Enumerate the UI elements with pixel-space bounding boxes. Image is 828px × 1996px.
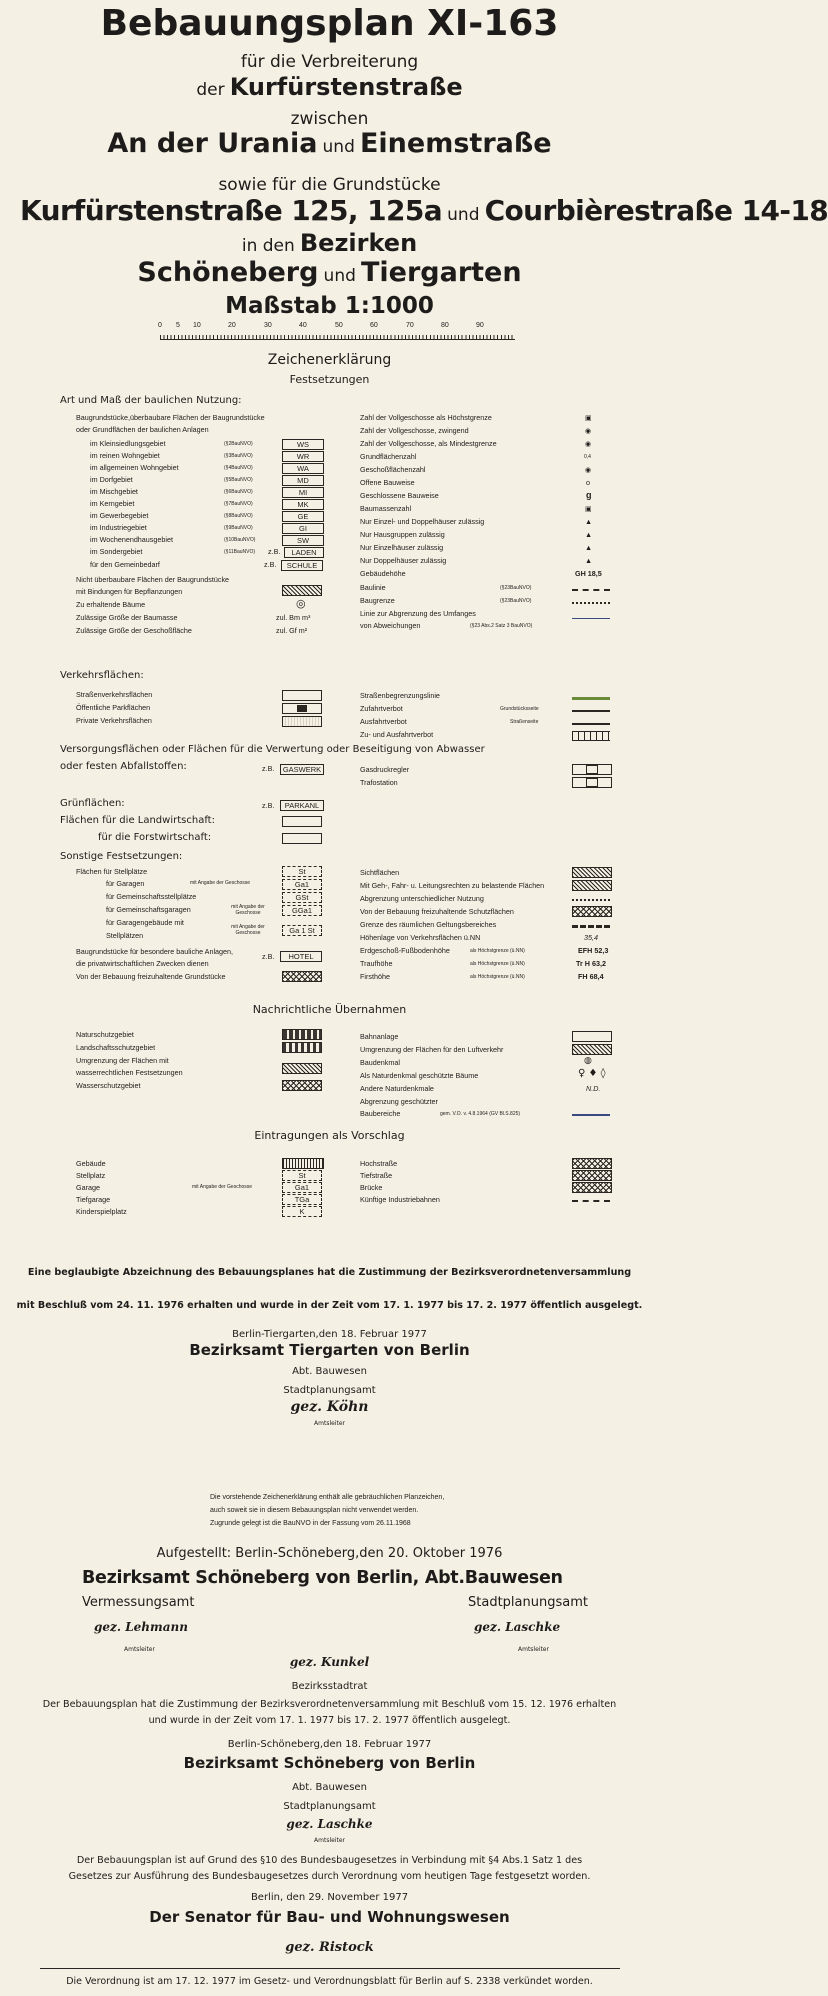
stell-2: für Gemeinschaftsstellplätze (106, 892, 197, 901)
nachricht-right-2: Baudenkmal (360, 1058, 400, 1067)
art-row-label: im Sondergebiet (90, 547, 143, 556)
baulinie-ref: (§23BauNVO) (500, 585, 532, 591)
besondere-1: Baugrundstücke für besondere bauliche Anlagen, (76, 947, 234, 956)
als-hoechst-1: als Höchstgrenze (ü.NN) (470, 948, 525, 954)
scale-tick-label: 40 (299, 322, 307, 329)
besondere-2: die privatwirtschaftlichen Zwecken dienen (76, 959, 209, 968)
zu-ausfahrtverbot-symbol (572, 731, 610, 741)
sonst-right-7: Traufhöhe (360, 959, 393, 968)
stell-mit-angabe-2: mit Angabe der Geschosse (231, 904, 265, 916)
subtitle-courbierestrasse: Courbièrestraße 14-18 (484, 194, 828, 227)
bepflanzung-symbol (282, 585, 322, 596)
vorschlag-code: TGa (282, 1194, 322, 1205)
abgrenzung-label-1: Linie zur Abgrenzung des Umfanges (360, 609, 476, 618)
versorgung-heading-1: Versorgungsflächen oder Flächen für die Verwertung oder Beseitigung von Abwasser (60, 744, 485, 755)
legend-title: Zeichenerklärung (267, 352, 392, 368)
sonst-right-6: Erdgeschoß-Fußbodenhöhe (360, 946, 450, 955)
sonst-right-4: Grenze des räumlichen Geltungsbereiches (360, 920, 497, 929)
strassenverkehr-symbol (282, 690, 322, 701)
gebaeude-symbol (282, 1158, 324, 1169)
art-row-zb: z.B. (264, 560, 277, 569)
note-3: Zugrunde gelegt ist die BauNVO in der Fassung vom 26.11.1968 (210, 1520, 411, 1527)
nachricht-right-4: Andere Naturdenkmale (360, 1084, 434, 1093)
right-row-label: Nur Hausgruppen zulässig (360, 530, 445, 539)
subtitle-an-der-urania: An der Urania (107, 128, 318, 159)
vorschlag-right-1: Tiefstraße (360, 1171, 393, 1180)
art-row-ref: (§11BauNVO) (224, 549, 256, 555)
vorschlag-left-3: Tiefgarage (76, 1195, 111, 1204)
scale-tick-label: 90 (476, 322, 484, 329)
subtitle-line-8 (0, 259, 659, 286)
signature-laschke-1: gez. Laschke (474, 1620, 561, 1634)
art-row-ref: (§8BauNVO) (224, 513, 253, 519)
art-row-code: WR (282, 451, 324, 462)
als-hoechst-3: als Höchstgrenze (ü.NN) (470, 974, 525, 980)
art-row-ref: (§2BauNVO) (224, 441, 253, 447)
hoehe-val-0: 35,4 (584, 933, 598, 942)
cert-p3b: Gesetzes zur Ausführung des Bundesbaugesetzes durch Verordnung vom heutigen Tage festgesetzt worden. (68, 1871, 591, 1882)
zufahrtverbot-symbol (572, 710, 610, 712)
forstwirtschaft-heading: für die Forstwirtschaft: (98, 832, 212, 843)
subtitle-einemstrasse: Einemstraße (359, 128, 552, 159)
art-row-label: im reinen Wohngebiet (90, 451, 160, 460)
plan-title: Bebauungsplan XI-163 (100, 3, 559, 44)
verkehr-left-0: Straßenverkehrsflächen (76, 690, 153, 699)
vorschlag-left-1: Stellplatz (76, 1171, 106, 1180)
vorschlag-right-2: Brücke (360, 1183, 383, 1192)
signature-koehn: gez. Köhn (290, 1399, 369, 1415)
subtitle-line-7 (0, 231, 659, 255)
gaswerk-zb: z.B. (262, 764, 275, 773)
verkehr-heading: Verkehrsflächen: (60, 670, 144, 681)
right-row-label: Gebäudehöhe (360, 569, 406, 578)
stell-4: für Garagengebäude mit (106, 918, 184, 927)
hotel-code: HOTEL (280, 951, 322, 962)
nachricht-right-1: Umgrenzung der Flächen für den Luftverkehr (360, 1045, 504, 1054)
vorschlag-code: Ga1 (282, 1182, 322, 1193)
right-row-label: Geschoßflächenzahl (360, 465, 426, 474)
cert-amtsl1: Amtsleiter (314, 1420, 345, 1427)
scale-tick-label: 80 (441, 322, 449, 329)
baubereich-symbol (572, 1114, 610, 1116)
vorschlag-code: St (282, 1170, 322, 1181)
right-row-symbol: ▣ (585, 504, 592, 513)
nachricht-heading: Nachrichtliche Übernahmen (252, 1003, 407, 1016)
signature-lehmann: gez. Lehmann (94, 1620, 188, 1634)
wasserrecht-symbol (282, 1063, 322, 1074)
tree-icon: ◎ (296, 597, 306, 610)
art-more-5b: zul. Gf m² (276, 626, 308, 635)
nachricht-left-1: Landschaftsschutzgebiet (76, 1043, 156, 1052)
tiefstrasse-symbol (572, 1170, 612, 1181)
right-row-symbol: 0,4 (584, 454, 591, 460)
verkehr-right-2: Ausfahrtverbot (360, 717, 407, 726)
cert-stadtrat: Bezirksstadtrat (291, 1681, 368, 1692)
right-row-symbol: ▲ (585, 530, 593, 539)
cert-p1b: mit Beschluß vom 24. 11. 1976 erhalten und wurde in der Zeit vom 17. 1. 1977 bis 17. 2. 1977 öffentlich ausgelegt. (16, 1300, 643, 1311)
nachricht-left-3: wasserrechtlichen Festsetzungen (76, 1068, 183, 1077)
cert-amtsl-right: Amtsleiter (518, 1646, 549, 1653)
baudenkmal-icon: ◍ (584, 1056, 592, 1066)
art-row-code: GI (282, 523, 324, 534)
right-row-label: Zahl der Vollgeschosse, als Mindestgrenze (360, 439, 497, 448)
nachricht-right-6: Baubereiche (360, 1109, 401, 1118)
cert-stadt1: Stadtplanungsamt (283, 1385, 376, 1396)
cert-amtsl-left: Amtsleiter (124, 1646, 155, 1653)
footer-rule (40, 1968, 620, 1969)
hoehe-val-2: Tr H 63,2 (576, 959, 606, 968)
vorschlag-right-3: Künftige Industriebahnen (360, 1195, 440, 1204)
cert-abt1: Abt. Bauwesen (292, 1366, 367, 1377)
cert-date3: Berlin, den 29. November 1977 (250, 1892, 409, 1903)
scale-bar-labels (160, 322, 520, 332)
tree-naturdenkmal-icon: ♀ ♦ ◊ (578, 1068, 606, 1079)
als-hoechst-2: als Höchstgrenze (ü.NN) (470, 961, 525, 967)
sonst-right-3: Von der Bebauung freizuhaltende Schutzflächen (360, 907, 514, 916)
right-row-label: Offene Bauweise (360, 478, 415, 487)
right-row-label: Nur Doppelhäuser zulässig (360, 556, 447, 565)
baugrenze-label: Baugrenze (360, 596, 395, 605)
right-row-symbol: ◉ (585, 426, 592, 435)
art-row-code: MK (282, 499, 324, 510)
scale-tick-label: 5 (176, 322, 180, 329)
subtitle-kurfuerstenstrasse: Kurfürstenstraße (229, 73, 463, 101)
art-row-code: SW (282, 535, 324, 546)
subtitle-line-3: zwischen (290, 109, 369, 129)
art-row-code: WS (282, 439, 324, 450)
sonst-right-5: Höhenlage von Verkehrsflächen ü.NN (360, 933, 481, 942)
art-row-ref: (§9BauNVO) (224, 525, 253, 531)
right-row-label: Geschlossene Bauweise (360, 491, 439, 500)
subtitle-line-6 (20, 194, 828, 227)
nachricht-left-2: Umgrenzung der Flächen mit (76, 1056, 169, 1065)
art-row-label: im Industriegebiet (90, 523, 147, 532)
subtitle-und-2: und (447, 205, 480, 225)
nachricht-left-4: Wasserschutzgebiet (76, 1081, 141, 1090)
luftverkehr-symbol (572, 1044, 612, 1055)
baugrenze-symbol (572, 602, 610, 604)
nachricht-ref: gem. V.O. v. 4.8.1964 (GV Bl.S.825) (440, 1111, 521, 1117)
right-row-label: Zahl der Vollgeschosse, zwingend (360, 426, 469, 435)
signature-laschke-2: gez. Laschke (286, 1817, 373, 1831)
art-more-5: Zulässige Größe der Geschoßfläche (76, 626, 192, 635)
hoehe-val-3: FH 68,4 (578, 972, 604, 981)
nachricht-right-5: Abgrenzung geschützter (360, 1097, 438, 1106)
signature-kunkel: gez. Kunkel (289, 1655, 370, 1669)
industriebahn-symbol (572, 1200, 610, 1202)
trafo-symbol (572, 777, 612, 788)
art-more-3: Zu erhaltende Bäume (76, 600, 146, 609)
cert-amtsl3: Amtsleiter (314, 1837, 345, 1844)
vorschlag-left-2: Garage (76, 1183, 100, 1192)
scale-tick-label: 60 (370, 322, 378, 329)
right-row-label: Grundflächenzahl (360, 452, 417, 461)
stell-5: Stellplätzen (106, 931, 144, 940)
ausfahrtverbot-symbol (572, 723, 610, 725)
subtitle-schoeneberg: Schöneberg (137, 257, 319, 288)
art-row-label: für den Gemeinbedarf (90, 560, 160, 569)
subtitle-line-4 (0, 130, 659, 157)
stell-code: Ga 1 St (282, 925, 322, 936)
strasse-label: Straßenseite (510, 719, 539, 725)
art-row-ref: (§10BauNVO) (224, 537, 256, 543)
right-row-label: Baumassenzahl (360, 504, 412, 513)
naturschutz-symbol (282, 1029, 322, 1040)
legend-subtitle: Festsetzungen (289, 373, 370, 386)
scale-tick-label: 50 (335, 322, 343, 329)
sonst-right-0: Sichtflächen (360, 868, 400, 877)
art-intro-2: oder Grundflächen der baulichen Anlagen (76, 425, 209, 434)
abgrenzung-label-2: von Abweichungen (360, 621, 421, 630)
private-verkehr-symbol (282, 716, 322, 727)
baulinie-symbol (572, 589, 610, 591)
art-row-label: im Gewerbegebiet (90, 511, 149, 520)
footer-verkuendung: Die Verordnung ist am 17. 12. 1977 im Gesetz- und Verordnungsblatt für Berlin auf S. 2338 verkündet worden. (66, 1976, 593, 1987)
aufgestellt: Aufgestellt: Berlin-Schöneberg,den 20. Oktober 1976 (156, 1546, 503, 1561)
right-row-symbol: ▲ (585, 556, 593, 565)
art-row-code: MI (282, 487, 324, 498)
begrenzung-symbol (572, 697, 610, 700)
vorschlag-mit-angabe: mit Angabe der Geschosse (192, 1184, 253, 1190)
parkflaeche-fill (297, 705, 307, 712)
sonst-right-8: Firsthöhe (360, 972, 390, 981)
nachricht-right-0: Bahnanlage (360, 1032, 399, 1041)
cert-stadt3: Stadtplanungsamt (283, 1801, 376, 1812)
art-row-code: MD (282, 475, 324, 486)
subtitle-line-2 (0, 75, 659, 99)
scale-tick-label: 0 (158, 322, 162, 329)
freizuhalten-symbol (282, 971, 322, 982)
subtitle-tiergarten: Tiergarten (360, 257, 522, 288)
forstwirtschaft-symbol (282, 833, 322, 844)
gasdruck-label: Gasdruckregler (360, 765, 410, 774)
scale-bar (160, 322, 520, 348)
scale-tick-label: 70 (406, 322, 414, 329)
landschaftsschutz-symbol (282, 1042, 322, 1053)
vorschlag-left-4: Kinderspielplatz (76, 1207, 127, 1216)
verkehr-right-0: Straßenbegrenzungslinie (360, 691, 440, 700)
art-row-label: im Kerngebiet (90, 499, 135, 508)
landwirtschaft-heading: Flächen für die Landwirtschaft: (60, 815, 215, 826)
baulinie-label: Baulinie (360, 583, 386, 592)
art-more-2: mit Bindungen für Bepflanzungen (76, 587, 183, 596)
stell-3: für Gemeinschaftsgaragen (106, 905, 191, 914)
trafo-inner (586, 778, 598, 787)
geltungsbereich-symbol (572, 925, 610, 928)
stell-1: für Garagen (106, 879, 145, 888)
right-row-symbol: ▣ (585, 413, 592, 422)
parkanl-zb: z.B. (262, 801, 275, 810)
scale-text: Maßstab 1:1000 (225, 293, 434, 319)
right-row-symbol: ◉ (585, 465, 592, 474)
verkehr-left-1: Öffentliche Parkflächen (76, 703, 151, 712)
art-row-code: SCHULE (281, 560, 323, 571)
scale-bar-line (160, 335, 515, 340)
right-row-symbol: ▲ (585, 517, 593, 526)
vorschlag-right-0: Hochstraße (360, 1159, 398, 1168)
art-row-label: im Kleinsiedlungsgebiet (90, 439, 166, 448)
cert-abt3: Abt. Bauwesen (292, 1782, 367, 1793)
verkehr-right-3: Zu- und Ausfahrtverbot (360, 730, 434, 739)
art-intro-1: Baugrundstücke,überbaubare Flächen der Baugrundstücke (76, 413, 265, 422)
right-row-label: Nur Einzelhäuser zulässig (360, 543, 444, 552)
art-row-ref: (§6BauNVO) (224, 489, 253, 495)
nachricht-right-3: Als Naturdenkmal geschützte Bäume (360, 1071, 479, 1080)
art-more-4: Zulässige Größe der Baumasse (76, 613, 178, 622)
stell-mit-angabe-3: mit Angabe der Geschosse (231, 924, 265, 936)
stell-code: Ga1 (282, 879, 322, 890)
subtitle-line-1: für die Verbreiterung (240, 52, 419, 72)
trafo-label: Trafostation (360, 778, 398, 787)
art-row-zb: z.B. (268, 547, 281, 556)
subtitle-der: der (196, 80, 225, 100)
subtitle-und-3: und (323, 266, 356, 286)
art-row-ref: (§3BauNVO) (224, 453, 253, 459)
abgrenzung-symbol (572, 618, 610, 619)
cert-amt3: Bezirksamt Schöneberg von Berlin (183, 1754, 476, 1772)
signature-ristock: gez. Ristock (285, 1940, 374, 1955)
gruen-heading: Grünflächen: (60, 798, 125, 809)
art-row-ref: (§7BauNVO) (224, 501, 253, 507)
art-row-ref: (§4BauNVO) (224, 465, 253, 471)
parkflaeche-symbol (282, 703, 322, 714)
stell-code: GGa1 (282, 905, 322, 916)
hoehe-val-1: EFH 52,3 (578, 946, 609, 955)
sonst-right-1: Mit Geh-, Fahr- u. Leitungsrechten zu belastende Flächen (360, 881, 545, 890)
sonstige-heading: Sonstige Festsetzungen: (60, 851, 183, 862)
nd-label: N.D. (586, 1084, 601, 1093)
scale-tick-label: 30 (264, 322, 272, 329)
art-row-label: im Wochenendhausgebiet (90, 535, 173, 544)
scale-tick-label: 10 (193, 322, 201, 329)
verkehr-left-2: Private Verkehrsflächen (76, 716, 152, 725)
subtitle-bezirken: Bezirken (299, 229, 418, 257)
abgrenzung-nutzung-symbol (572, 899, 610, 901)
versorgung-heading-2: oder festen Abfallstoffen: (60, 761, 187, 772)
subtitle-kurfuerstenstrasse-125: Kurfürstenstraße 125, 125a (20, 194, 443, 227)
bahnanlage-symbol (572, 1031, 612, 1042)
freizuhalten-label: Von der Bebauung freizuhaltende Grundstücke (76, 972, 226, 981)
right-row-symbol: GH 18,5 (575, 569, 602, 578)
vorschlag-heading: Eintragungen als Vorschlag (254, 1129, 405, 1142)
hotel-zb: z.B. (262, 952, 275, 961)
art-mass-heading: Art und Maß der baulichen Nutzung: (60, 395, 242, 406)
subtitle-in-den: in den (241, 236, 295, 256)
abgrenzung-ref: (§23 Abs.2 Satz 3 BauNVO) (470, 623, 533, 629)
landwirtschaft-symbol (282, 816, 322, 827)
cert-verm: Vermessungsamt (82, 1595, 195, 1610)
subtitle-line-5: sowie für die Grundstücke (218, 175, 441, 195)
right-row-symbol: g (586, 490, 592, 500)
cert-stadt2: Stadtplanungsamt (468, 1595, 588, 1610)
verkehr-right-1: Zufahrtverbot (360, 704, 403, 713)
vorschlag-left-0: Gebäude (76, 1159, 106, 1168)
art-row-code: LADEN (284, 547, 324, 558)
right-row-symbol: ▲ (585, 543, 593, 552)
grundstueck-label: Grundstücksseite (500, 706, 539, 712)
art-row-code: WA (282, 463, 324, 474)
art-more-4b: zul. Bm m³ (276, 613, 311, 622)
right-row-symbol: o (586, 478, 590, 487)
wasserschutz-symbol (282, 1080, 322, 1091)
baugrenze-ref: (§23BauNVO) (500, 598, 532, 604)
cert-amt2: Bezirksamt Schöneberg von Berlin, Abt.Bauwesen (82, 1568, 563, 1588)
cert-p2a: Der Bebauungsplan hat die Zustimmung der Bezirksverordnetenversammlung mit Beschluß vom 15. 12. 1976 erhalten (42, 1699, 617, 1710)
sichtflaechen-symbol (572, 867, 612, 878)
schutzflaechen-symbol (572, 906, 612, 917)
hochstrasse-symbol (572, 1158, 612, 1169)
cert-senator: Der Senator für Bau- und Wohnungswesen (149, 1908, 510, 1926)
right-row-symbol: ◉ (585, 439, 592, 448)
sonst-right-2: Abgrenzung unterschiedlicher Nutzung (360, 894, 484, 903)
art-row-code: GE (282, 511, 324, 522)
stell-0: Flächen für Stellplätze (76, 867, 148, 876)
nachricht-left-0: Naturschutzgebiet (76, 1030, 134, 1039)
art-more-1: Nicht überbaubare Flächen der Baugrundstücke (76, 575, 230, 584)
subtitle-und-1: und (322, 137, 355, 157)
note-2: auch soweit sie in diesem Bebauungsplan nicht verwendet werden. (210, 1507, 419, 1514)
gaswerk-code: GASWERK (280, 764, 324, 775)
stell-code: St (282, 866, 322, 877)
cert-amt1: Bezirksamt Tiergarten von Berlin (189, 1341, 470, 1359)
gasdruck-inner (586, 765, 598, 774)
cert-p2b: und wurde in der Zeit vom 17. 1. 1977 bis 17. 2. 1977 öffentlich ausgelegt. (148, 1715, 511, 1726)
parkanl-code: PARKANL (280, 800, 324, 811)
bruecke-symbol (572, 1182, 612, 1193)
stell-code: GSt (282, 892, 322, 903)
art-row-label: im Dorfgebiet (90, 475, 133, 484)
gasdruck-symbol (572, 764, 612, 775)
cert-p1a: Eine beglaubigte Abzeichnung des Bebauungsplanes hat die Zustimmung der Bezirksverordnetenversammlung (27, 1267, 632, 1278)
leitungsrecht-symbol (572, 880, 612, 891)
note-1: Die vorstehende Zeichenerklärung enthält alle gebräuchlichen Planzeichen, (210, 1494, 445, 1501)
cert-date2: Berlin-Schöneberg,den 18. Februar 1977 (227, 1739, 432, 1750)
right-row-label: Nur Einzel- und Doppelhäuser zulässig (360, 517, 485, 526)
art-row-ref: (§5BauNVO) (224, 477, 253, 483)
art-row-label: im allgemeinen Wohngebiet (90, 463, 179, 472)
right-row-label: Zahl der Vollgeschosse als Höchstgrenze (360, 413, 492, 422)
cert-date1: Berlin-Tiergarten,den 18. Februar 1977 (232, 1329, 427, 1340)
art-row-label: im Mischgebiet (90, 487, 138, 496)
cert-p3a: Der Bebauungsplan ist auf Grund des §10 des Bundesbaugesetzes in Verbindung mit §4 Abs.1 Satz 1 des (76, 1855, 583, 1866)
vorschlag-code: K (282, 1206, 322, 1217)
stell-mit-angabe: mit Angabe der Geschosse (190, 880, 251, 886)
scale-tick-label: 20 (228, 322, 236, 329)
